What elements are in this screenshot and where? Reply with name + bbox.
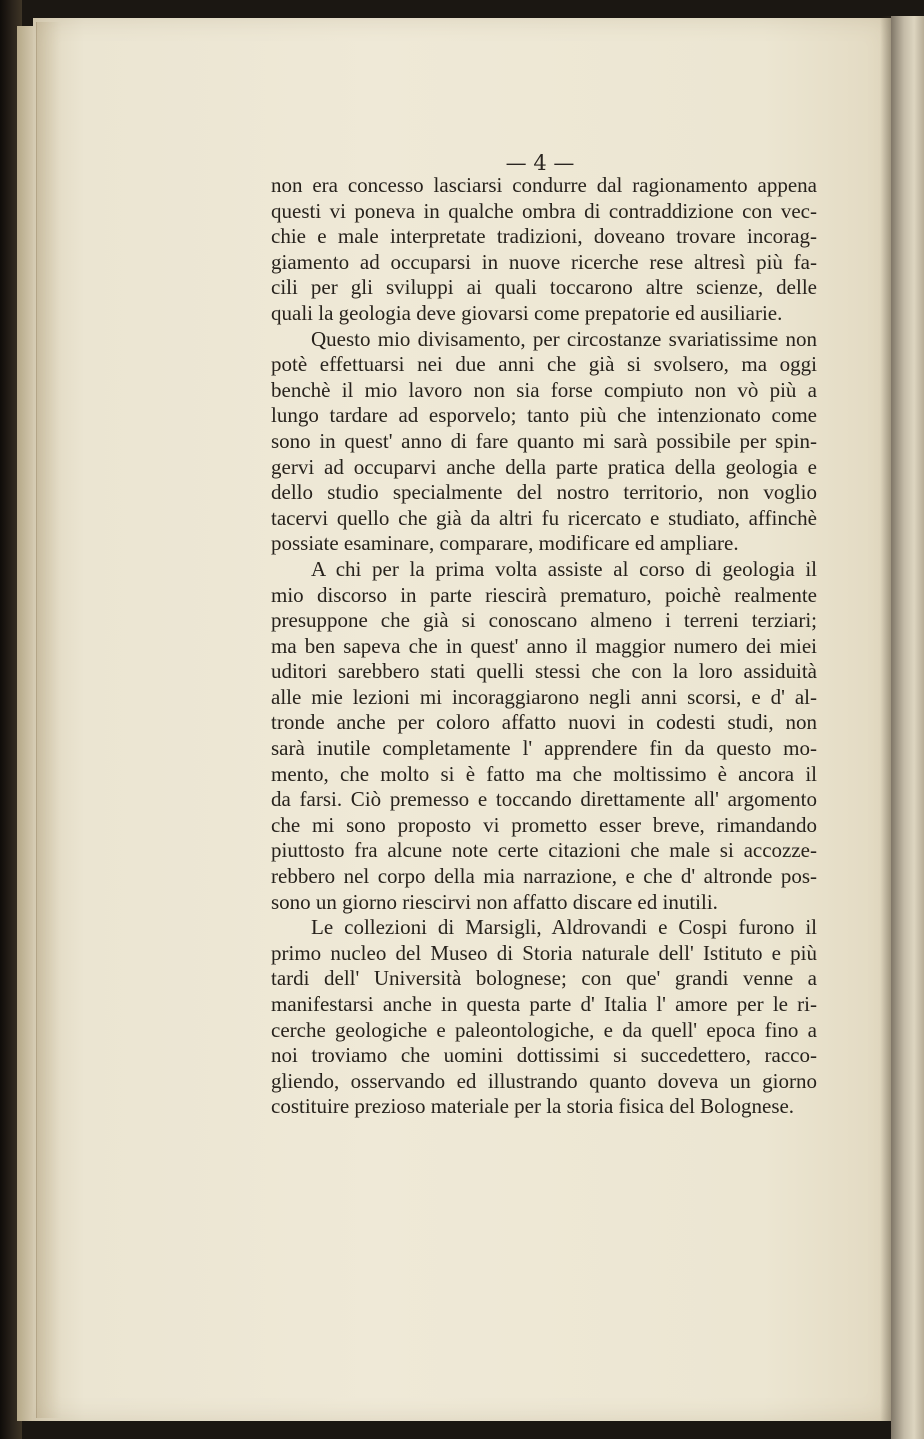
text-line: A chi per la prima volta assiste al corso di geologia il: [311, 556, 817, 581]
text-line: Le collezioni di Marsigli, Aldrovandi e Cospi furono il: [311, 915, 817, 940]
text-line: ma ben sapeva che in quest' anno il maggior numero dei miei: [271, 633, 817, 658]
text-line: potè effettuarsi nei due anni che già si svolsero, ma oggi: [271, 352, 817, 377]
text-line: gervi ad occuparvi anche della parte pratica della geologia e: [271, 454, 817, 479]
text-line: chie e male interpretate tradizioni, doveano trovare incorag-: [271, 224, 817, 249]
text-line: sono in quest' anno di fare quanto mi sarà possibile per spin-: [271, 428, 817, 453]
text-line: dello studio specialmente del nostro territorio, non voglio: [271, 480, 817, 505]
text-line: tronde anche per coloro affatto nuovi in codesti studi, non: [271, 710, 817, 735]
paragraph: [271, 327, 817, 557]
text-line: piuttosto fra alcune note certe citazioni che male si accozze-: [271, 838, 817, 863]
text-line: questi vi poneva in qualche ombra di contraddizione con vec-: [271, 198, 817, 223]
text-line: sono un giorno riescirvi non affatto discare ed inutili.: [271, 889, 718, 914]
paragraph: [271, 557, 817, 915]
paragraph: [271, 915, 817, 1120]
text-line: mento, che molto si è fatto ma che moltissimo è ancora il: [271, 761, 817, 786]
text-line: tacervi quello che già da altri fu ricercato e studiato, affinchè: [271, 505, 817, 530]
text-line: mio discorso in parte riescirà prematuro, poichè realmente: [271, 582, 817, 607]
text-line: possiate esaminare, comparare, modificare ed ampliare.: [271, 531, 739, 556]
text-line: quali la geologia deve giovarsi come prepatorie ed ausiliarie.: [271, 300, 783, 325]
text-line: primo nucleo del Museo di Storia naturale dell' Istituto e più: [271, 940, 817, 965]
text-line: sarà inutile completamente l' apprendere fin da questo mo-: [271, 736, 817, 761]
text-line: alle mie lezioni mi incoraggiarono negli anni scorsi, e d' al-: [271, 684, 817, 709]
paragraph: [271, 173, 817, 327]
text-line: manifestarsi anche in questa parte d' Italia l' amore per le ri-: [271, 992, 817, 1016]
text-line: tardi dell' Università bolognese; con que' grandi venne a: [271, 966, 817, 991]
page-number: — 4 —: [505, 151, 575, 175]
text-line: giamento ad occuparsi in nuove ricerche rese altresì più fa-: [271, 249, 817, 274]
text-line: da farsi. Ciò premesso e toccando direttamente all' argomento: [271, 787, 817, 812]
text-line: cili per gli sviluppi ai quali toccarono altre scienze, delle: [271, 275, 817, 300]
text-line: lungo tardare ad esporvelo; tanto più che intenzionato come: [271, 403, 817, 428]
text-line: Questo mio divisamento, per circostanze svariatissime non: [311, 326, 817, 351]
next-page-edge: [891, 16, 924, 1439]
text-line: benchè il mio lavoro non sia forse compiuto non vò più a: [271, 377, 817, 402]
text-line: presuppone che già si conoscano almeno i terreni terziari;: [271, 608, 817, 633]
text-line: cerche geologiche e paleontologiche, e da quell' epoca fino a: [271, 1017, 817, 1042]
text-line: uditori sarebbero stati quelli stessi che con la loro assiduità: [271, 659, 817, 684]
page-gutter-fold: [36, 22, 61, 1418]
text-line: costituire prezioso materiale per la storia fisica del Bolognese.: [271, 1094, 795, 1119]
text-line: rebbero nel corpo della mia narrazione, e che d' altronde pos-: [271, 864, 817, 889]
text-line: noi troviamo che uomini dottissimi si succedettero, racco-: [271, 1043, 817, 1068]
text-line: non era concesso lasciarsi condurre dal ragionamento appena: [271, 173, 817, 197]
text-line: gliendo, osservando ed illustrando quanto doveva un giorno: [271, 1068, 817, 1093]
body-text: [271, 173, 817, 1120]
text-line: che mi sono proposto vi prometto esser breve, rimandando: [271, 812, 817, 837]
